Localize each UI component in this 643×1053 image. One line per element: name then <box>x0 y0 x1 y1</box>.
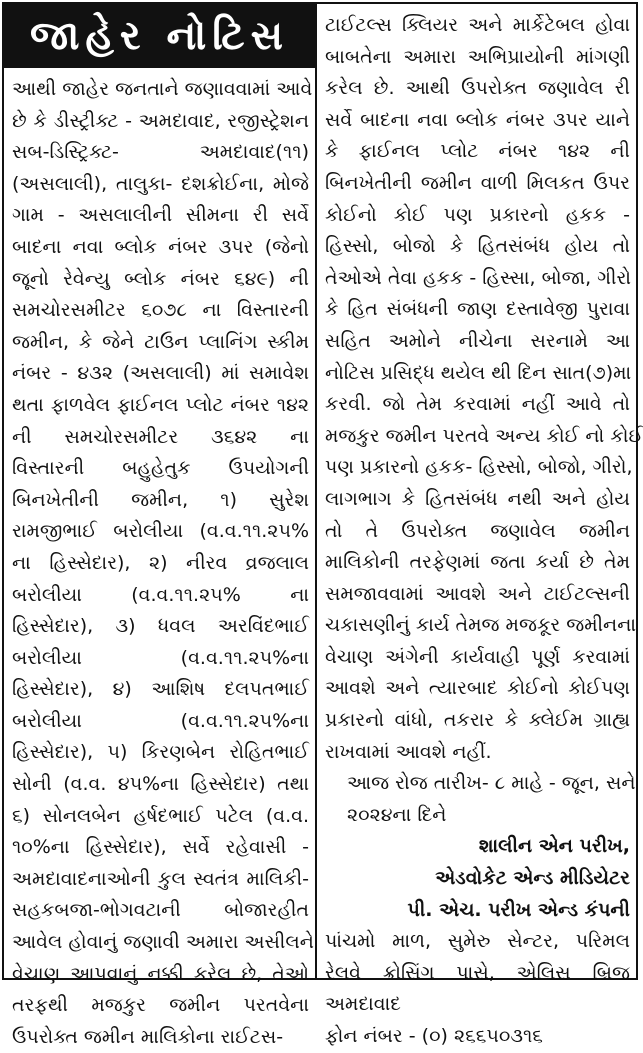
title-banner <box>4 4 315 68</box>
right-paragraph <box>325 10 643 768</box>
public-notice <box>2 2 643 1048</box>
text-line: બિનખેતીની જમીન, ૧) સુરેશ <box>12 488 309 511</box>
left-body-text <box>12 74 314 1053</box>
text-line: મજકુર જમીન પરતવે અન્ય કોઈ નો કોઈ <box>325 424 643 447</box>
text-line: વેચાણ અંગેની કાર્યવાહી પૂર્ણ કરવામાં <box>325 645 630 668</box>
text-line: સહકબજા-ભોગવટાની બોજારહીત <box>12 899 309 922</box>
date-block <box>325 768 636 831</box>
text-line: હિસ્સો, બોજો કે હિતસંબંધ હોય તો <box>325 235 630 258</box>
text-line: લાગભાગ કે હિતસંબંધ નથી અને હોય <box>325 487 630 510</box>
text-line: ઉપરોક્ત જમીન માલિકોના રાઈટસ- <box>12 1025 284 1048</box>
text-line: ટાઈટલ્સ ક્લિયર અને માર્કેટેબલ હોવા <box>325 14 630 36</box>
text-line: પણ પ્રકારનો હકક- હિસ્સો, બોજો, ગીરો, <box>325 456 633 479</box>
notice-title: જાહેર નોટિસ <box>29 13 289 59</box>
text-line: બાદના નવા બ્લોક નંબર ૩પર (જેનો <box>12 235 309 258</box>
text-line: ના હિસ્સેદાર), ૨) નીરવ વ્રજલાલ <box>12 551 309 574</box>
text-line: કરવી. જો તેમ કરવામાં નહીં આવે તો <box>325 393 630 416</box>
text-line: સહિત અમોને નીચેના સરનામે આ <box>325 329 630 352</box>
text-line: અમદાવાદ <box>325 993 401 1016</box>
text-line: સર્વે બાદના નવા બ્લોક નંબર ૩પર યાને <box>325 108 630 131</box>
text-line: (અસલાલી), તાલુકા- દશક્રોઈના, મોજે <box>12 172 309 195</box>
text-line: રામજીભાઈ બરોલીયા (વ.વ.૧૧.૨૫% <box>12 520 309 543</box>
text-line: હિસ્સેદાર), ૫) કિરણબેન રોહિતભાઈ <box>12 741 309 764</box>
text-line: જૂનો રેવેન્યુ બ્લોક નંબર ૬૪૯) ની <box>12 267 309 290</box>
text-line: રાખવામાં આવશે નહીં. <box>325 740 492 763</box>
text-line: માલિકોની તરફેણમાં જતા કર્યા છે તેમ <box>325 551 630 574</box>
text-line: વેચાણ આપવાનું નક્કી કરેલ છે, તેઓ <box>12 962 309 985</box>
text-line: હિસ્સેદાર), ૪) આશિષ દલપતભાઈ <box>12 678 309 701</box>
signatory-name: શાલીન એન પરીખ, <box>478 835 630 858</box>
text-line: આવેલ હોવાનું જણાવી અમારા અસીલને <box>12 931 314 954</box>
text-line: પાંચમો માળ, સુમેરુ સેન્ટર, પરિમલ <box>325 930 630 953</box>
text-line: બાબતેના અમારા અભિપ્રાયોની માંગણી <box>325 45 630 68</box>
text-line: ૬) સોનલબેન હર્ષદભાઈ પટેલ (વ.વ. <box>12 804 309 827</box>
text-line: આવશે અને ત્યારબાદ કોઈનો કોઈપણ <box>325 677 630 700</box>
text-line: નંબર - ૪૩૨ (અસલાલી) માં સમાવેશ <box>12 362 309 385</box>
left-column <box>4 4 315 1048</box>
signatory-firm: પી. એચ. પરીખ એન્ડ કંપની <box>407 898 630 921</box>
text-line: ની સમચોરસમીટર ૩૬૪૨ ના <box>12 425 309 448</box>
text-line: કે હિત સંબંધની જાણ દસ્તાવેજી પુરાવા <box>325 298 630 321</box>
text-line: તરફથી મજકુર જમીન પરતવેના <box>12 994 309 1017</box>
right-body-text <box>325 10 643 1053</box>
text-line: હિસ્સેદાર), ૩) ધવલ અરવિંદભાઈ <box>12 615 309 638</box>
text-line: રેલવે ક્રોસિંગ પાસે, એલિસ બ્રિજ <box>325 961 630 984</box>
text-line: જમીન, કે જેને ટાઉન પ્લાનિંગ સ્કીમ <box>12 330 309 353</box>
address-block <box>325 926 630 1021</box>
text-line: તો તે ઉપરોક્ત જણાવેલ જમીન <box>325 519 630 542</box>
text-line: કરેલ છે. આથી ઉપરોક્ત જણાવેલ રી <box>325 77 630 100</box>
right-column <box>317 4 643 1047</box>
text-line: આથી જાહેર જનતાને જણાવવામાં આવે <box>12 78 313 100</box>
text-line: કોઈનો કોઈ પણ પ્રકારનો હકક - <box>325 203 630 226</box>
text-line: ચકાસણીનું કાર્ય તેમજ મજકૂર જમીનના <box>325 614 637 637</box>
text-line: બિનખેતીની જમીન વાળી મિલકત ઉપર <box>325 171 630 194</box>
phone-number: ફોન નંબર - (૦) ૨૬૬૫૦૩૧૬ <box>325 1025 543 1047</box>
text-line: ૨૦૨૪ના દિને <box>347 803 447 826</box>
text-line: નોટિસ પ્રસિદ્ધ થયેલ થી દિન સાત(૭)મા <box>325 361 632 384</box>
text-line: સોની (વ.વ. ૪૫%ના હિસ્સેદાર) તથા <box>12 773 309 796</box>
text-line: બરોલીયા (વ.વ.૧૧.૨૫%ના <box>12 709 309 732</box>
text-line: વિસ્તારની બહુહેતુક ઉપયોગની <box>12 457 309 480</box>
signatory-designation: એડવોકેટ એન્ડ મીડિયેટર <box>435 867 630 890</box>
text-line: બરોલીયા (વ.વ.૧૧.૨૫% ના <box>12 583 309 606</box>
text-line: અમદાવાદનાઓની કુલ સ્વતંત્ર માલિકી- <box>12 867 309 890</box>
text-line: ૧૦%ના હિસ્સેદાર), સર્વે રહેવાસી - <box>12 836 309 859</box>
text-line: આજ રોજ તારીખ- ૮ માહે - જૂન, સને <box>347 772 636 795</box>
text-line: ગામ - અસલાલીની સીમના રી સર્વે <box>12 204 309 227</box>
text-line: બરોલીયા (વ.વ.૧૧.૨૫%ના <box>12 646 309 669</box>
text-line: સમજાવવામાં આવશે અને ટાઈટલ્સની <box>325 582 630 605</box>
text-line: તેઓએ તેવા હકક - હિસ્સા, બોજા, ગીરો <box>325 266 632 289</box>
text-line: પ્રકારનો વાંધો, તકરાર કે ક્લેઈમ ગ્રાહ્ય <box>325 709 630 732</box>
text-line: કે ફાઈનલ પ્લોટ નંબર ૧૪૨ ની <box>325 140 630 163</box>
text-line: છે કે ડીસ્ટ્રીક્ટ - અમદાવાદ, રજીસ્ટ્રેશન <box>12 109 309 132</box>
text-line: થતા ફાળવેલ ફાઈનલ પ્લોટ નંબર ૧૪૨ <box>12 393 309 416</box>
text-line: સમચોરસમીટર ૬૦૭૮ ના વિસ્તારની <box>12 299 309 322</box>
text-line: સબ-ડિસ્ટ્રિક્ટ- અમદાવાદ(૧૧) <box>12 141 309 164</box>
